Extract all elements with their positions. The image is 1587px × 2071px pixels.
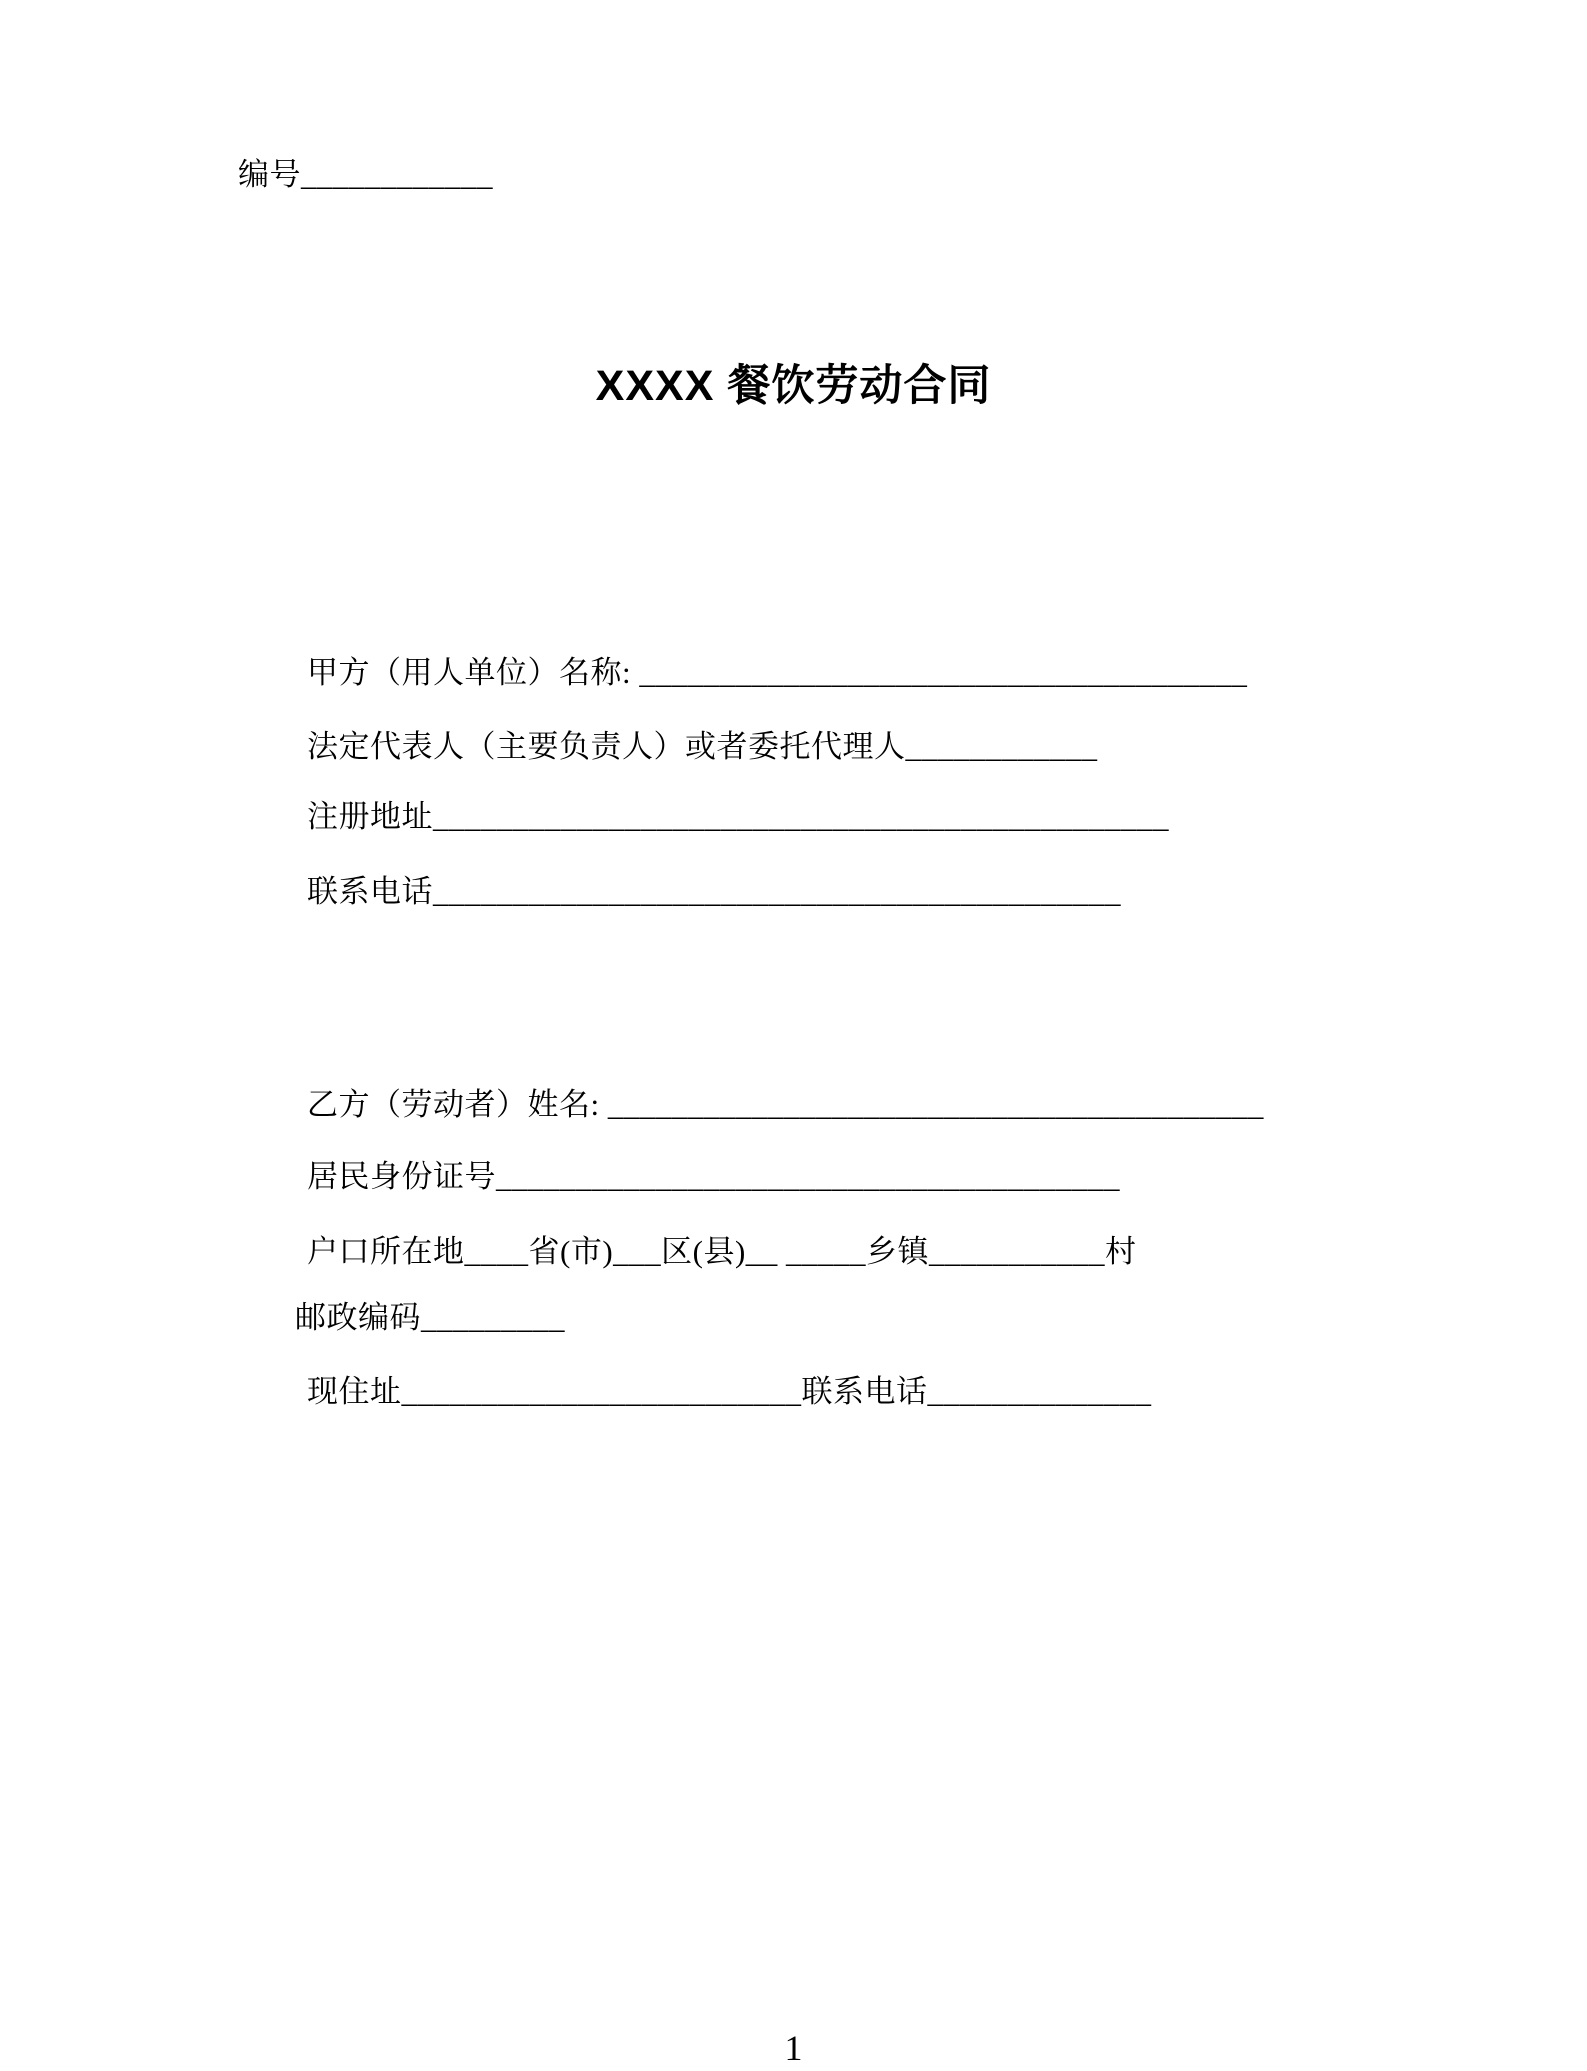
serial-number-line: 编号____________ — [238, 157, 493, 192]
party-b-postal-code-line: 邮政编码_________ — [295, 1300, 565, 1335]
party-a-name-line: 甲方（用人单位）名称: ______________________________________ — [307, 655, 1248, 690]
party-a-representative-line: 法定代表人（主要负责人）或者委托代理人____________ — [307, 729, 1098, 764]
party-b-residence-line: 户口所在地____省(市)___区(县)__ _____乡镇___________村 — [307, 1234, 1137, 1269]
party-b-address-phone-line: 现住址_________________________联系电话______________ — [307, 1374, 1152, 1409]
party-a-registered-address-line: 注册地址______________________________________________ — [307, 799, 1169, 834]
document-title: XXXX 餐饮劳动合同 — [595, 362, 992, 410]
page-number: 1 — [784, 2028, 803, 2068]
party-a-phone-line: 联系电话___________________________________________ — [307, 874, 1121, 909]
party-b-name-line: 乙方（劳动者）姓名: _________________________________________ — [307, 1087, 1264, 1122]
party-b-id-number-line: 居民身份证号_______________________________________ — [307, 1159, 1120, 1194]
